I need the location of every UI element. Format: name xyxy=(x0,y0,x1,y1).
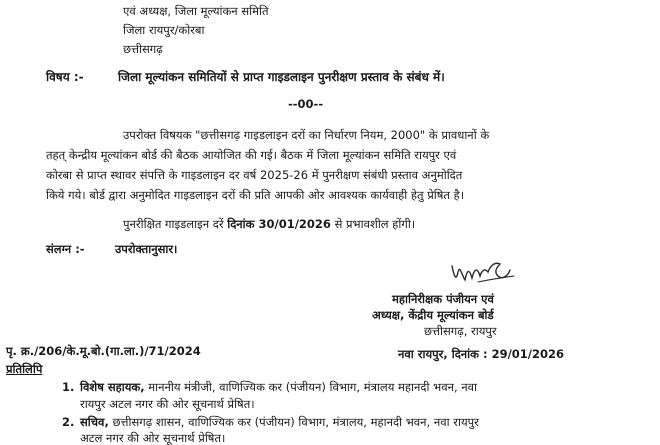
place-date: नवा रायपुर, दिनांक : 29/01/2026 xyxy=(398,347,565,361)
addressee-line-2: जिला रायपुर/कोरबा xyxy=(123,23,205,37)
signatory-line-3: छत्तीसगढ़, रायपुर xyxy=(424,324,497,338)
copy-item-2-line-2: अटल नगर की ओर सूचनार्थ प्रेषित। xyxy=(80,431,226,445)
signatory-line-1: महानिरीक्षक पंजीयन एवं xyxy=(392,292,494,306)
addressee-line-1: एवं अध्यक्ष, जिला मूल्यांकन समिति xyxy=(123,4,269,18)
copy-item-2-line-1 xyxy=(80,415,479,429)
body-line-4: किये गये। बोर्ड द्वारा अनुमोदित गाइडलाइन दरों की प्रति आपकी ओर आवश्यक कार्यवाही हेतु प्रेषित है। xyxy=(46,188,465,202)
copy-item-1-text: माननीय मंत्रीजी, वाणिज्यिक कर (पंजीयन) विभाग, मंत्रालय महानदी भवन, नवा xyxy=(148,380,478,394)
body-line-3: कोरबा से प्राप्त स्थावर संपत्ति के गाइडलाइन दर वर्ष 2025-26 में पुनरीक्षण संबंधी प्रस्ताव अनुमोदित xyxy=(46,168,463,182)
effective-date: दिनांक 30/01/2026 xyxy=(227,217,331,231)
copy-to-heading: प्रतिलिपि xyxy=(6,362,43,376)
copy-item-2-number: 2. xyxy=(62,415,75,429)
enclosure-label: संलग्न :- xyxy=(46,242,85,256)
effective-suffix: से प्रभावशील होंगी। xyxy=(334,217,416,231)
enclosure-text: उपरोक्तानुसार। xyxy=(115,242,178,256)
signature-mark xyxy=(448,258,518,288)
subject-text: जिला मूल्यांकन समितियों से प्राप्त गाइडलाइन पुनरीक्षण प्रस्ताव के संबंध में। xyxy=(118,70,445,84)
copy-item-2-text: छत्तीसगढ़ शासन, वाणिज्यिक कर (पंजीयन) विभाग, मंत्रालय, महानदी भवन, नवा रायपुर xyxy=(112,415,479,429)
effective-prefix: पुनरीक्षित गाइडलाइन दरें xyxy=(123,217,224,231)
body-line-2: तहत् केन्द्रीय मूल्यांकन बोर्ड की बैठक आयोजित की गई। बैठक में जिला मूल्यांकन समिति रायपुर एवं xyxy=(46,148,457,162)
reference-number: पृ. क्र./206/के.मू.बो.(गा.ला.)/71/2024 xyxy=(6,344,201,358)
copy-item-2-title: सचिव, xyxy=(80,415,109,429)
copy-item-1-number: 1. xyxy=(62,380,75,394)
body-line-1: उपरोक्त विषयक "छत्तीसगढ़ गाइडलाइन दरों का निर्धारण नियम, 2000" के प्रावधानों के xyxy=(123,128,490,142)
copy-item-1-title: विशेष सहायक, xyxy=(80,380,145,394)
separator: --00-- xyxy=(288,97,324,111)
signatory-line-2: अध्यक्ष, केंद्रीय मूल्यांकन बोर्ड xyxy=(372,308,494,322)
copy-item-1-line-2: रायपुर अटल नगर की ओर सूचनार्थ प्रेषित। xyxy=(80,397,255,411)
copy-item-1-line-1 xyxy=(80,380,477,394)
subject-label: विषय :- xyxy=(46,70,84,84)
addressee-line-3: छत्तीसगढ़ xyxy=(123,42,163,56)
effective-date-line xyxy=(123,217,415,231)
